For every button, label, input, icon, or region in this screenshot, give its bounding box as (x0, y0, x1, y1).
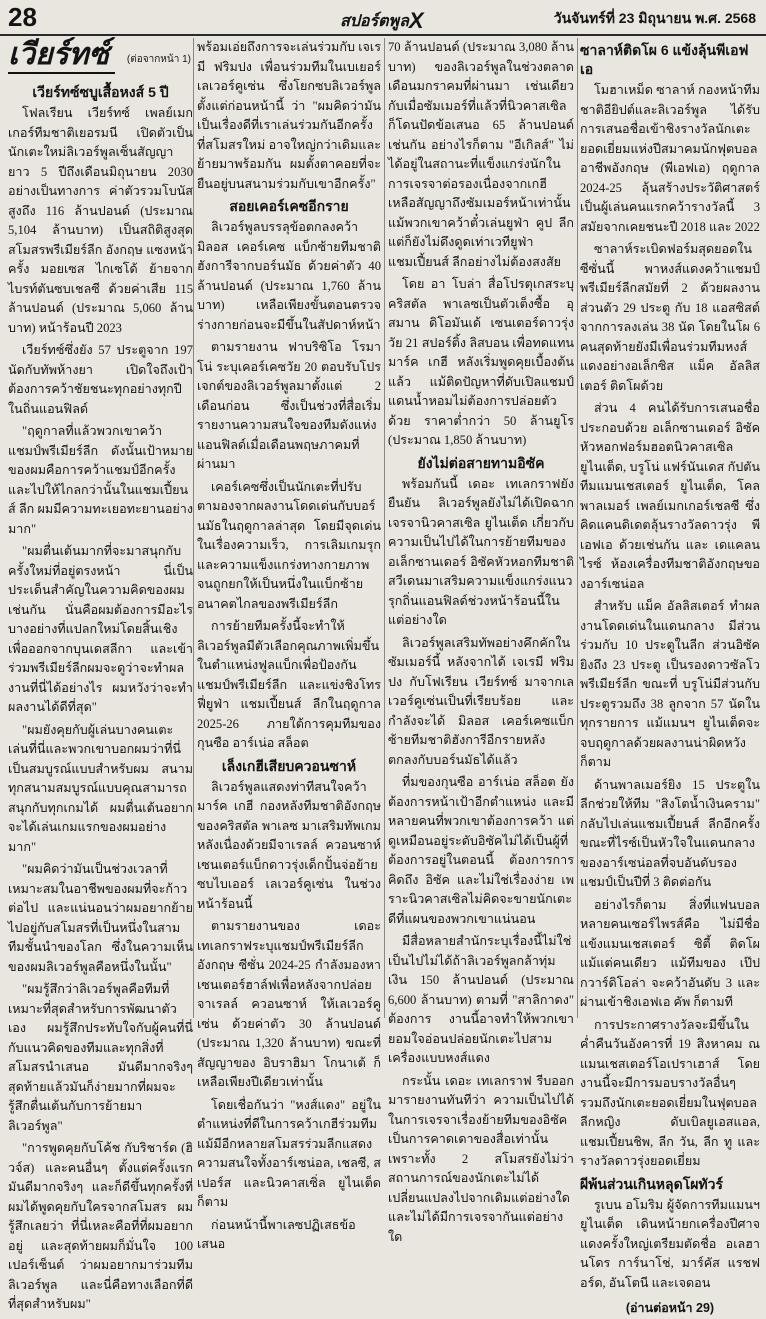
column-divider (577, 38, 578, 1018)
paragraph: ส่วน 4 คนได้รับการเสนอชื่อประกอบด้วย อเล็กซานเดอร์ อิซัค หัวหอกฟอร์มฮอตนิวคาสเซิล ยูไนเต็ด, บรูโน่ แฟร์นันเดส กัปตันทีมแมนเชสเตอร์ ยูไนเต็ด, โคล พาลเมอร์ เพลย์เมกเกอร์เชลซี ซึ่งคิดแคนดิเดตลุ้นรางวัลดาวรุ่ง พีเอฟเอ ด้วยเช่นกัน และ เดแคลน ไรซ์ ห้องเครื่องทีมชาติอังกฤษของอาร์เซน่อล (580, 401, 760, 591)
article-body (8, 104, 193, 1315)
paragraph: ก่อนหน้านี้พาเลซปฏิเสธข้อเสนอ (197, 1217, 356, 1251)
page-header (0, 0, 766, 36)
paragraph: "ผมตื่นเต้นมากที่จะมาสนุกกับครั้งใหม่ที่อยู่ตรงหน้า นี่เป็นประเด็นสำคัญในความคิดของผมเช่นกัน นั่นคือผมต้องการมีอะไรบางอย่างที่แปลกใหม่โดยสิ้นเชิง เพื่อออกจากบุนเดสลีกา และเข้าร่วมพรีเมียร์ลีกผมจะดูว่าจะทำผลงานที่นี่ได้อย่างไร ผมหวังว่าจะทำผลงานได้ดีที่สุด" (8, 544, 193, 714)
section-headline: เล็งเกฮีเสียบควอนซาห์ (221, 757, 357, 774)
column-divider (384, 38, 385, 1018)
issue-date: วันจันทร์ที่ 23 มิถุนายน พ.ศ. 2568 (553, 10, 756, 26)
continued-from-note: (ต่อจากหน้า 1) (126, 54, 191, 65)
section-headline: ยังไม่ต่อสายทามอิซัค (417, 454, 545, 471)
paragraph: ลิเวอร์พูลแสดงท่าทีสนใจคว้า มาร์ค เกฮี กองหลังทีมชาติอังกฤษของคริสตัล พาเลซ มาเสริมทัพเกมหลังเนื่องด้วยมีจาเรลล์ ควอนซาห์ เซนเตอร์แบ็กดาวรุ่งเด็กปั้นจ่อย้ายซบไบเออร์ เลเวอร์คูเซ่น ในช่วงหน้าร้อนนี้ (197, 779, 381, 911)
paragraph: การประกาศรางวัลจะมีขึ้นในค่ำคืนวันอังคารที่ 19 สิงหาคม ณ แมนเชสเตอร์โอเปราเฮาส์ โดยงานนี้จะมีการมอบรางวัลอื่นๆ รวมถึงนักเตะยอดเยี่ยมในฟุตบอลลีกหญิง ดับเบิลยูเอสแอล, แชมเปี้ยนชิพ, ลีก วัน, ลีก ทู และรางวัลดาวรุ่งยอดเยี่ยม (580, 1017, 760, 1168)
lead-body (388, 38, 574, 451)
paragraph: ลิเวอร์พูลบรรลุข้อตกลงคว้า มิลอส เคอร์เคซ แบ็กซ้ายทีมชาติฮังการีจากบอร์นมัธ ด้วยค่าตัว 40 ล้านปอนด์ (ประมาณ 1,760 ล้านบาท) เหลือเพียงขั้นตอนตรวจร่างกายก่อนจะมีขึ้นในสัปดาห์หน้า (197, 220, 381, 332)
article-headline: เวียร์ทซ์ซบูเสื้อหงส์ 5 ปี (32, 84, 169, 100)
paragraph: อย่างไรก็ตาม สิ่งที่แฟนบอลหลายคนเซอร์ไพรส์คือ ไม่มีชื่อแข้งแมนเชสเตอร์ ซิตี้ ติดโผแม้แต่คนเดียว แม้ทีมของ เป๊ป กวาร์ดิโอล่า จะคว้าอันดับ 3 และผ่านเข้าชิงเอฟเอ คัพ ก็ตามที (580, 897, 760, 1009)
paragraph: กระนั้น เดอะ เทเลกราฟ รีบออกมารายงานทันทีว่า ความเป็นไปได้ในการเจรจาเรื่องย้ายทีมของอิซัคเป็นการคาดเดาของสื่อเท่านั้น เพราะทั้ง 2 สโมสรยังไม่ว่าสถานการณ์ของนักเตะไม่ได้เปลี่ยนแปลงไปจากเดิมแต่อย่างใด และไม่ได้มีการเจรจากันแต่อย่างใด (388, 1073, 574, 1244)
paragraph: โดย อา โบล่า สื่อโปรตุเกสระบุคริสตัล พาเลซเป็นตัวเต็งซื้อ อุสมาน ดิโอมันเด้ เซนเตอร์ดาวรุ่งวัย 21 สปอร์ติ้ง ลิสบอน เพื่อทดแทน มาร์ค เกฮี หลังเริ่มพูดคุยเบื้องต้นแล้ว แม้ติดปัญหาที่ดับเปิลแชมป์แดนน้ำหอมไม่ต้องการปล่อยตัวด้วย ราคาต่ำกว่า 50 ล้านยูโร (ประมาณ 1,850 ล้านบาท) (388, 277, 574, 447)
column-3 (388, 38, 574, 1244)
paragraph: สำหรับ แม็ค อัลลิสเตอร์ ทำผลงานโดดเด่นในแดนกลาง มีส่วนร่วมกับ 10 ประตูในลีก ส่วนอิซัคยิงถึง 23 ประตู เป็นรองดาวซัลโวพรีเมียร์ลีก ขณะที่ บรูโน่มีส่วนกับประตูรวมถึง 38 ลูกจาก 57 นัดในทุกรายการ แม้แมนฯ ยูไนเต็ดจะจบฤดูกาลด้วยผลงานน่าผิดหวังก็ตาม (580, 599, 760, 769)
column-divider (193, 38, 194, 1018)
sections (197, 197, 381, 1255)
column-1 (8, 38, 193, 1311)
sections (388, 454, 574, 1248)
paragraph: ลิเวอร์พูลเสริมทัพอย่างคึกคักในซัมเมอร์นี้ หลังจากได้ เจเรมี ฟริมปง กับโฟเรียน เวียร์ทซ์ มาจากเลเวอร์คูเซ่นเป็นที่เรียบร้อย และกำลังจะได้ มิลอส เคอร์เคซแบ็กซ้ายทีมชาติฮังการีอีกรายหลังตกลงกับบอร์นมัธได้แล้ว (388, 635, 574, 767)
paragraph: ด้านพาลเมอร์ยิง 15 ประตูในลีกช่วยให้ทีม "สิงโตน้ำเงินคราม" กลับไปเล่นแชมเปี้ยนส์ ลีกอีกครั้ง ขณะที่ไรซ์เป็นหัวใจในแดนกลางของอาร์เซน่อลที่จบอันดับรองแชมป์เป็นปีที่ 3 ติดต่อกัน (580, 777, 760, 889)
paragraph: "ฤดูกาลที่แล้วพวกเขาคว้าแชมป์พรีเมียร์ลีก ดังนั้นเป้าหมายของผมคือการคว้าแชมป์อีกครั้ง และไปให้ไกลกว่านั้นในแชมเปี้ยนส์ ลีก ผมมีความทะเยอทะยานอย่างมาก" (8, 424, 193, 536)
paragraph: โมฮาเหม็ด ซาลาห์ กองหน้าทีมชาติอียิปต์และลิเวอร์พูล ได้รับการเสนอชื่อเข้าชิงรางวัลนักเตะยอดเยี่ยมแห่งปีสมาคมนักฟุตบอลอาชีพอังกฤษ (พีเอฟเอ) ฤดูกาล 2024-25 ลุ้นสร้างประวัติศาสตร์เป็นผู้เล่นคนแรกคว้ารางวัลนี้ 3 สมัยจากเคยชนะปี 2018 และ 2022 (580, 83, 760, 234)
column-4 (580, 38, 760, 1315)
paragraph: เวียร์ทซ์ซึ่งยัง 57 ประตูจาก 197 นัดกับทัพห้างยา เปิดใจถึงเป้าต้องการคว้าชัยชนะทุกอย่างทุกปีในถิ่นแอนฟิลด์ (8, 343, 193, 416)
masthead-x: X (408, 8, 424, 33)
paragraph: ตามรายงานของ เดอะ เทเลกราฟระบุแชมป์พรีเมียร์ลีก อังกฤษ ซีซั่น 2024-25 กำลังมองหาเซนเตอร์ฮาล์ฟเพื่อหลังจากปล่อย จาเรลล์ ควอนซาห์ ให้เลเวอร์คูเซ่น ด้วยค่าตัว 30 ล้านปอนด์ (ประมาณ 1,320 ล้านบาท) ขณะที่สัญญาของ อิบราฮิมา โกนาเต้ ก็เหลือเพียงปีเดียวเท่านั้น (197, 919, 381, 1089)
paragraph: "ผมคิดว่ามันเป็นช่วงเวลาที่เหมาะสมในอาชีพของผมที่จะก้าวต่อไป และแน่นอนว่าผมอยากย้ายไปอยู่กับสโมสรที่เป็นหนึ่งในสามทีมชั้นนำของโลก ซึ่งในความเห็นของผมลิเวอร์พูลคือหนึ่งในนั้น" (8, 862, 193, 974)
paragraph: "ผมยังคุยกับผู้เล่นบางคนเตะเล่นที่นี่และพวกเขาบอกผมว่าที่นี่เป็นสมบูรณ์แบบสำหรับผม สนามทุกสนามสมบูรณ์แบบคุณสามารถสนุกกับทุกเกมได้ ผมตื่นเต้นอยากจะได้เล่นเกมแรกของผมอย่างมาก" (8, 722, 193, 854)
paragraph: มีสื่อหลายสำนักระบุเรื่องนี้ไม่ใช่เป็นไปไม่ได้ถ้าลิเวอร์พูลกล้าทุ่มเงิน 150 ล้านปอนด์ (ประมาณ 6,600 ล้านบาท) ตามที่ "สาลิกาดง" ต้องการ งานนี้อาจทำให้พวกเขายอมใจอ่อนปล่อยนักเตะไปสามเครื่องแบบหงส์แดง (388, 934, 574, 1065)
paragraph: พร้อมกันนี้ เดอะ เทเลกราฟยังยืนยัน ลิเวอร์พูลยังไม่ได้เปิดฉากเจรจานิวคาสเซิล ยูไนเต็ด เกี่ยวกับความเป็นไปได้ในการย้ายทีมของ อเล็กซานเดอร์ อิซัคหัวหอกทีมชาติสวีเดนมาเสริมความแข็งแกร่งแนวรุกถิ่นแอนฟิลด์ช่วงหน้าร้อนนี้ในแต่อย่างใด (388, 476, 574, 627)
paragraph: "ผมรู้สึกว่าลิเวอร์พูลคือทีมที่เหมาะที่สุดสำหรับการพัฒนาตัวเอง ผมรู้สึกประทับใจกับผู้คนที่นี่ กับแนวคิดของทีมและทุกสิ่งที่สโมสรนำเสนอ มันดีมากจริงๆ สุดท้ายแล้วมันก็ง่ายมากที่ผมจะรู้สึกตื่นเต้นกับการย้ายมาลิเวอร์พูล" (8, 982, 193, 1133)
column-2 (197, 38, 381, 1251)
paragraph: การย้ายทีมครั้งนี้จะทำให้ลิเวอร์พูลมีตัวเลือกคุณภาพเพิ่มขึ้นในตำแหน่งฟูลแบ็กเพื่อป้องกันแชมป์พรีเมียร์ลีก และแข่งชิงโทรฟี่ยูฟ่า แชมเปี้ยนส์ ลีกในฤดูกาล 2025-26 ภายใต้การคุมทีมของกุนซือ อาร์เน่อ สล็อต (197, 619, 381, 750)
paragraph: ตามรายงาน ฟาบริซิโอ โรมาโน่ ระบุเคอร์เคซวัย 20 ตอบรับโปรเจกต์ของลิเวอร์พูลมาตั้งแต่ 2 เดือนก่อน ซึ่งเป็นช่วงที่สื่อเริ่มรายงานความสนใจของทีมดังแห่งแอนฟิลด์เมื่อเดือนพฤษภาคมที่ผ่านมา (197, 340, 381, 471)
page-number: 28 (8, 2, 37, 32)
paragraph: โดยเชื่อกันว่า "หงส์แดง" อยู่ในตำแหน่งที่ดีในการคว้าเกฮีร่วมทีม แม้มีอีกหลายสโมสรร่วมลีกแสดงความสนใจทั้งอาร์เซน่อล, เชลซี, สเปอร์ส และนิวคาสเซิ่ล ยูไนเต็ด ก็ตาม (197, 1097, 381, 1209)
masthead-logo (340, 6, 424, 34)
paragraph: 70 ล้านปอนด์ (ประมาณ 3,080 ล้านบาท) ของลิเวอร์พูลในช่วงตลาดเดือนมกราคมที่ผ่านมา เช่นเดียวกับเมื่อซัมเมอร์ที่แล้วที่นิวคาสเซิลก็โดนปัดข้อเสนอ 65 ล้านปอนด์ เช่นกัน อย่างไรก็ตาม "อีเกิลส์" ไม่ได้อยู่ในสถานะที่แข็งแกร่งนักในการเจรจาต่อรองเนื่องจากเกฮีเหลือสัญญาถึงซัมเมอร์หน้าเท่านั้น แม้พวกเขาคว้าตั๋วเล่นยูฟ่า คูป ลีกแต่ก็ยังไม่ดึงดูดเท่าเวทียูฟ่า แชมเปี้ยนส์ ลีกอย่างไม่ต้องสงสัย (388, 40, 574, 269)
paragraph: ที่มของกุนซือ อาร์เน่อ สล็อต ยังต้องการหน้าเป้าอีกตำแหน่ง และมีหลายคนที่พวกเขาต้องการคว้า แต่ดูเหมือนอยู่ระดับอิซัคไม่ได้เป็นผู้ที่ต้องการอยู่ในตอนนี้ ต้องการการคิดถึง อิซัค และไม่ใช่เรื่องง่าย เพราะนิวคาสเซิลไม่คิดจะขายนักเตะดีที่แผนของพวกเขาแน่นอน (388, 775, 574, 926)
section-kicker: เวียร์ทซ์ (8, 38, 115, 74)
paragraph: เคอร์เคซซึ่งเป็นนักเตะที่ปรับตามองจากผลงานโดดเด่นกับบอร์นมัธในฤดูกาลล่าสุด โดยมีจุดเด่นในเรื่องความเร็ว, การเลิมเกมรุกและความแข็งแกร่งทางกายภาพ จนถูกยกให้เป็นหนึ่งในแบ็กซ้ายอนาคตไกลของพรีเมียร์ลีก (197, 479, 381, 611)
paragraph: พร้อมเอ่ยถึงการจะเล่นร่วมกับ เจเรมี ฟริมปง เพื่อนร่วมทีมในเบเยอร์ เลเวอร์คูเซ่น ซึ่งโยกซบลิเวอร์พูลตั้งแต่ก่อนหน้านี้ ว่า "ผมคิดว่ามันเป็นเรื่องดีที่เราเล่นร่วมกันอีกครั้งที่สโมสรใหม่ อาจใหญ่กว่าเดิมและย้ายมาพร้อมกัน ผมตั้งตาคอยที่จะยืนอยู่บนสนามร่วมกับเขาอีกครั้ง" (197, 40, 381, 191)
sections (580, 41, 760, 1293)
paragraph: ซาลาห์ระเบิดฟอร์มสุดยอดในซีซั่นนี้ พาหงส์แดงคว้าแชมป์พรีเมียร์ลีกสมัยที่ 2 ด้วยผลงานส่วนตัว 29 ประตู กับ 18 แอสซิสต์ จากการลงเล่น 38 นัด โดยในโผ 6 คนสุดท้ายยังมีเพื่อนร่วมทีมหงส์แดงอย่างอเล็กซิส แม็ค อัลลิสเตอร์ ติดโผด้วย (580, 242, 760, 393)
section-headline: ซาลาห์ติดโผ 6 แข้งลุ้นพีเอฟเอ (580, 42, 749, 77)
paragraph: รูเบน อโมริม ผู้จัดการทีมแมนฯ ยูไนเต็ด เดินหน้ายกเครื่องปีศาจแดงครั้งใหญ่เตรียมตัดชื่อ อเลฮานโดร การ์นาโช่, มาร์คัส แรชฟอร์ด, อันโตนี และเจดอน (580, 1197, 760, 1290)
continued-on-note: (อ่านต่อหน้า 29) (625, 1301, 715, 1315)
paragraph: โฟลเรียน เวียร์ทซ์ เพลย์เมกเกอร์ทีมชาติเยอรมนี เปิดตัวเป็นนักเตะใหม่ลิเวอร์พูลเซ็นสัญญายาว 5 ปีถึงเดือนมิถุนายน 2030 อย่างเป็นทางการ ค่าตัวรวมโบนัสสูงถึง 116 ล้านปอนด์ (ประมาณ 5,104 ล้านบาท) เป็นสถิติสูงสุดสโมสรพรีเมียร์ลีก อังกฤษ แซงหน้าครั้ง มอยเซส ไกเซโด้ ย้ายจากไบรท์ตันซบเชลซี ด้วยค่าเสีย 115 ล้านปอนด์ (ประมาณ 5,060 ล้านบาท) หน้าร้อนปี 2023 (8, 106, 193, 335)
masthead-text: สปอร์ตพูล (340, 13, 409, 30)
section-headline: ผีพ้นส่วนเกินหลุดโผทัวร์ (580, 1175, 724, 1192)
paragraph: "การพูดคุยกับโค้ช กับริชาร์ด (ฮิวจ์ส) และคนอื่นๆ ตั้งแต่ครั้งแรก มันดีมากจริงๆ และก็ดีขึ้นทุกครั้งที่ผมได้พูดคุยกับใครจากสโมสร ผมรู้สึกเลยว่า ที่นี่เหละคือที่ที่ผมอยากอยู่ และสุดท้ายผมก็มั่นใจ 100 เปอร์เซ็นต์ ว่าผมอยากมาร่วมทีมลิเวอร์พูล และนี่คือทางเลือกที่ดีที่สุดสำหรับผม" (8, 1141, 193, 1311)
section-headline: สอยเคอร์เคซอีกราย (229, 198, 349, 214)
kicker-row (8, 38, 193, 80)
